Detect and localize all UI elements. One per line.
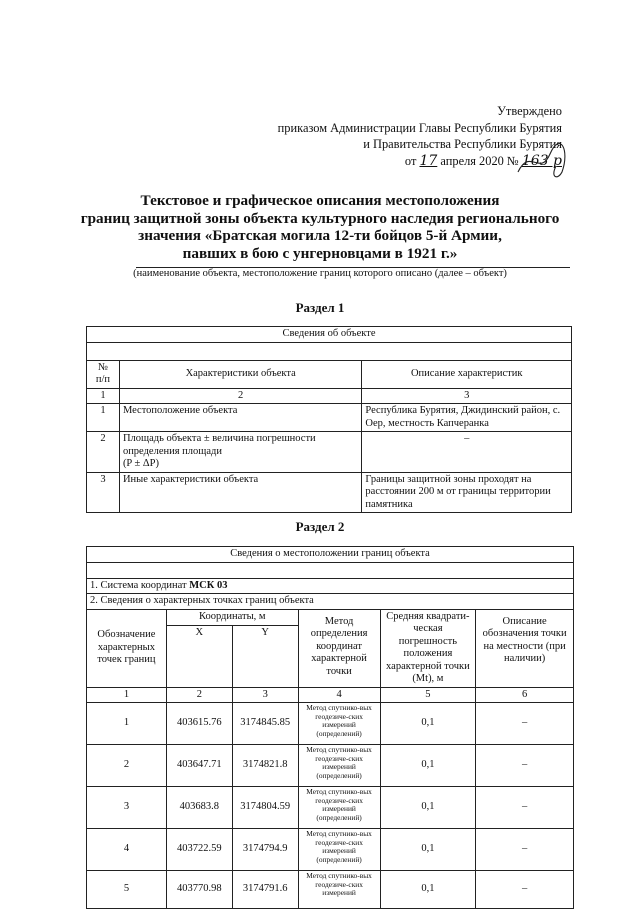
header-description: Описание характеристик [362, 360, 572, 388]
object-info-table [86, 326, 572, 513]
point-precision: 0,1 [380, 745, 476, 787]
point-method: Метод спутнико-вых геодезиче-ских измерений (определений) [298, 745, 380, 787]
header-num: № п/п [87, 360, 120, 388]
point-id: 3 [87, 787, 167, 829]
point-y: 3174845.85 [232, 703, 298, 745]
point-marking: – [476, 745, 574, 787]
point-x: 403770.98 [166, 871, 232, 909]
order-number: 163 р [521, 152, 562, 169]
table-row [87, 404, 572, 432]
point-precision: 0,1 [380, 871, 476, 909]
row-characteristic: Иные характеристики объекта [119, 472, 361, 513]
point-method: Метод спутнико-вых геодезиче-ских измерений (определений) [298, 787, 380, 829]
point-marking: – [476, 829, 574, 871]
boundary-table [86, 546, 574, 909]
header-characteristics: Характеристики объекта [119, 360, 361, 388]
header-method: Метод определения координат характерной точки [298, 609, 380, 687]
coord-system-row [87, 578, 574, 594]
point-marking: – [476, 871, 574, 909]
col-num-3: 3 [232, 687, 298, 703]
row-description: – [362, 432, 572, 473]
point-x: 403615.76 [166, 703, 232, 745]
row-description: Границы защитной зоны проходят на расстоянии 200 м от границы территории памятника [362, 472, 572, 513]
row-num: 2 [87, 432, 120, 473]
header-coords: Координаты, м [166, 609, 298, 625]
table-row [87, 432, 572, 473]
table-row [87, 745, 574, 787]
title-line-4: павших в бою с унгерновцами в 1921 г.» [182, 244, 458, 262]
section-1-heading: Раздел 1 [295, 300, 345, 315]
point-y: 3174791.6 [232, 871, 298, 909]
approval-government: и Правительства Республики Бурятия [363, 137, 562, 151]
title-line-2: границ защитной зоны объекта культурного наследия регионального [80, 209, 560, 227]
point-precision: 0,1 [380, 829, 476, 871]
coord-system-value: МСК 03 [189, 579, 228, 591]
col-num-1: 1 [87, 687, 167, 703]
point-marking: – [476, 703, 574, 745]
col-num-1: 1 [87, 388, 120, 404]
point-marking: – [476, 787, 574, 829]
row-num: 3 [87, 472, 120, 513]
table-row [87, 871, 574, 909]
point-method: Метод спутнико-вых геодезиче-ских измерений [298, 871, 380, 909]
header-y: Y [232, 625, 298, 687]
approval-order: приказом Администрации Главы Республики Бурятия [277, 120, 562, 135]
point-x: 403722.59 [166, 829, 232, 871]
coord-system-label: 1. Система координат [90, 579, 187, 591]
col-num-2: 2 [119, 388, 361, 404]
row-description: Республика Бурятия, Джидинский район, с. Оер, местность Капчеранка [362, 404, 572, 432]
header-x: X [166, 625, 232, 687]
row-num: 1 [87, 404, 120, 432]
point-y: 3174794.9 [232, 829, 298, 871]
title-line-1: Текстовое и графическое описания местоположения [140, 192, 500, 209]
date-day: 17 [419, 152, 438, 169]
table-row [87, 829, 574, 871]
col-num-2: 2 [166, 687, 232, 703]
point-x: 403683.8 [166, 787, 232, 829]
table-row [87, 472, 572, 513]
col-num-3: 3 [362, 388, 572, 404]
row-characteristic: Площадь объекта ± величина погрешности определения площади (P ± ΔP) [119, 432, 361, 473]
title-caption: (наименование объекта, местоположение границ которого описано (далее – объект) [133, 268, 507, 279]
points-title: 2. Сведения о характерных точках границ объекта [87, 594, 574, 610]
header-precision: Средняя квадрати-ческая погрешность положения характерной точки (Mt), м [380, 609, 476, 687]
header-marking: Описание обозначения точки на местности (при наличии) [476, 609, 574, 687]
document-title [40, 192, 600, 262]
point-y: 3174821.8 [232, 745, 298, 787]
point-precision: 0,1 [380, 787, 476, 829]
date-rest: апреля 2020 № [440, 153, 519, 168]
signature-flourish [510, 142, 580, 182]
header-point: Обозначение характерных точек границ [87, 609, 167, 687]
point-method: Метод спутнико-вых геодезиче-ских измерений (определений) [298, 829, 380, 871]
point-x: 403647.71 [166, 745, 232, 787]
point-id: 2 [87, 745, 167, 787]
point-method: Метод спутнико-вых геодезиче-ских измерений (определений) [298, 703, 380, 745]
row-characteristic: Местоположение объекта [119, 404, 361, 432]
point-id: 1 [87, 703, 167, 745]
object-table-title: Сведения об объекте [87, 327, 572, 343]
point-y: 3174804.59 [232, 787, 298, 829]
point-id: 5 [87, 871, 167, 909]
table-row [87, 703, 574, 745]
col-num-6: 6 [476, 687, 574, 703]
col-num-4: 4 [298, 687, 380, 703]
col-num-5: 5 [380, 687, 476, 703]
approval-heading: Утверждено [497, 104, 562, 118]
boundary-table-title: Сведения о местоположении границ объекта [87, 547, 574, 563]
point-id: 4 [87, 829, 167, 871]
table-row [87, 787, 574, 829]
point-precision: 0,1 [380, 703, 476, 745]
date-prefix: от [404, 153, 417, 168]
section-2-heading: Раздел 2 [295, 519, 345, 534]
title-line-3: значения «Братская могила 12-ти бойцов 5-й Армии, [138, 227, 502, 244]
